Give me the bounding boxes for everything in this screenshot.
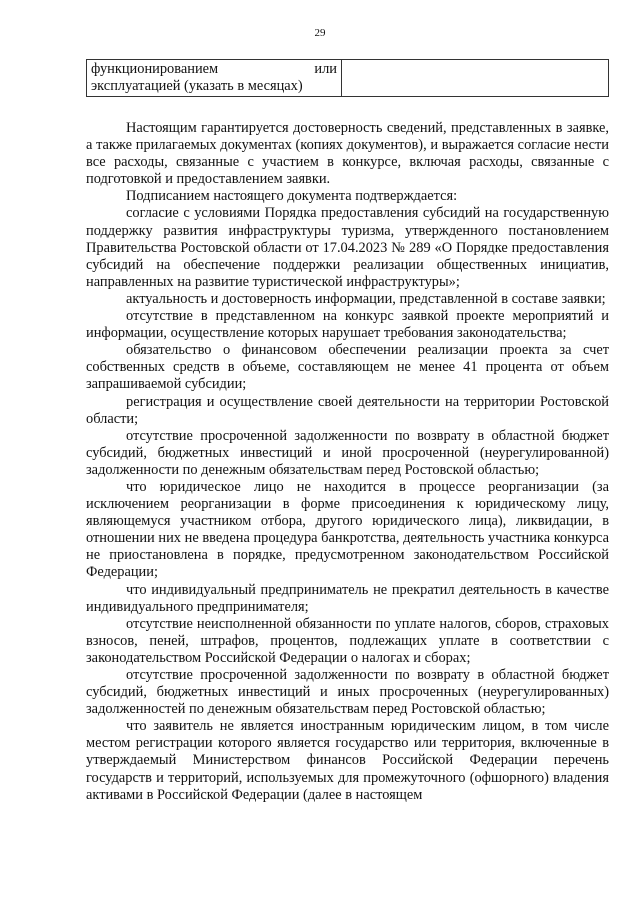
- paragraph: отсутствие просроченной задолженности по возврату в областной бюджет субсидий, бюджетных инвестиций и иных просроченных (неурегулированных) задолженностей по денежным обязательствам перед Ростовской областью;: [86, 667, 609, 718]
- table-cell-value: [342, 60, 609, 97]
- paragraph: отсутствие неисполненной обязанности по уплате налогов, сборов, страховых взносов, пеней, штрафов, процентов, подлежащих уплате в соответствии с законодательством Российской Федерации о налогах и сборах;: [86, 615, 609, 666]
- paragraph: отсутствие в представленном на конкурс заявкой проекте мероприятий и информации, осуществление которых нарушает требования законодательства;: [86, 308, 609, 342]
- paragraph: регистрация и осуществление своей деятельности на территории Ростовской области;: [86, 393, 609, 427]
- paragraph: что заявитель не является иностранным юридическим лицом, в том числе местом регистрации которого является государство или территория, включенные в утверждаемый Министерством финансов Российской Федерации перечень государств и территорий, используемых для промежуточного (офшорного) владения активами в Российской Федерации (далее в настоящем: [86, 718, 609, 803]
- table-cell-label: [87, 60, 342, 97]
- table-row: [87, 60, 609, 97]
- paragraph: Настоящим гарантируется достоверность сведений, представленных в заявке, а также прилагаемых документах (копиях документов), и выражается согласие нести все расходы, связанные с участием в конкурсе, включая расходы, связанные с подготовкой и предоставлением заявки.: [86, 120, 609, 188]
- paragraph: согласие с условиями Порядка предоставления субсидий на государственную поддержку развития инфраструктуры туризма, утвержденного постановлением Правительства Ростовской области от 17.04.2023 № 289 «О Порядке предоставления субсидий на обеспечение поддержки реализации общественных инициатив, направленных на развитие туристической инфраструктуры»;: [86, 205, 609, 290]
- document-body: [86, 120, 609, 804]
- paragraph: актуальность и достоверность информации, представленной в составе заявки;: [126, 290, 606, 307]
- info-table: [86, 59, 609, 97]
- table-label-line1: функционированием или: [91, 61, 337, 77]
- paragraph: что индивидуальный предприниматель не прекратил деятельность в качестве индивидуального предпринимателя;: [86, 581, 609, 615]
- table-label-line2: эксплуатацией (указать в месяцах): [91, 78, 303, 94]
- paragraph: что юридическое лицо не находится в процессе реорганизации (за исключением реорганизации в форме присоединения к юридическому лицу, являющемуся участником отбора, другого юридического лица), ликвидации, в отношении них не введена процедура банкротства, деятельность участника конкурса не приостановлена в порядке, предусмотренном законодательством Российской Федерации;: [86, 478, 609, 581]
- paragraph: отсутствие просроченной задолженности по возврату в областной бюджет субсидий, бюджетных инвестиций и иной просроченной (неурегулированной) задолженности по денежным обязательствам перед Ростовской областью;: [86, 427, 609, 478]
- paragraph: Подписанием настоящего документа подтверждается:: [126, 188, 458, 205]
- paragraph: обязательство о финансовом обеспечении реализации проекта за счет собственных средств в объеме, составляющем не менее 41 процента от объем запрашиваемой субсидии;: [86, 342, 609, 393]
- page-number: 29: [314, 27, 326, 39]
